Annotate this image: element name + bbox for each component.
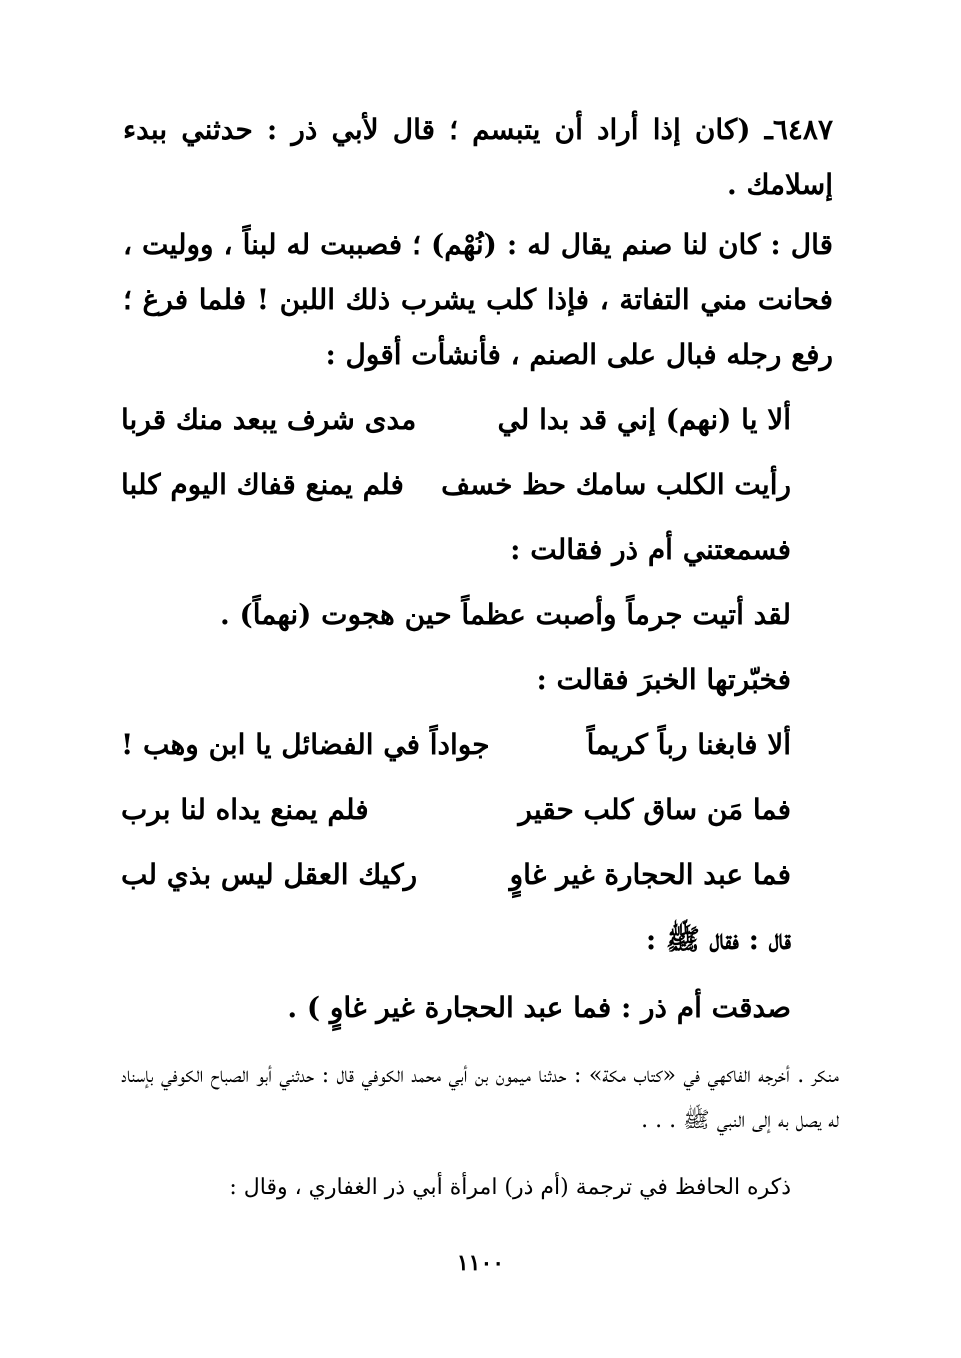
hemistich-first: فما عبد الحجارة غير غاوٍ [509, 858, 791, 891]
hemistich-first: فما مَن ساق كلب حقير [518, 793, 791, 826]
hemistich-second: مدى شرف يبعد منك قربا [121, 403, 417, 436]
hemistich-second: فلم يمنع قفاك اليوم كلبا [121, 468, 404, 501]
hemistich-second: ركيك العقل ليس بذي لب [121, 858, 418, 891]
hemistich-first: ألا فابغنا رباً كريماً [586, 728, 791, 761]
narration-line: قال : فقال ﷺ : [645, 923, 791, 956]
hadith-story: قال : كان لنا صنم يقال له : (نُهْم) ؛ فصببت له لبناً ، ووليت ، فحانت مني التفاتة ، فإذا كلب يشرب ذلك اللبن ! فلما فرغ ؛ رفع رجله فبال على الصنم ، فأنشأت أقول : [123, 228, 833, 371]
hemistich-first: ألا يا (نهم) إني قد بدا لي [497, 403, 791, 436]
hemistich-second: فلم يمنع يداه لنا برب [121, 793, 369, 826]
narration-line: فخبّرتها الخبرَ فقالت : [536, 663, 791, 696]
hemistich-first: رأيت الكلب سامك حظ خسف [441, 468, 791, 501]
poem2-verse-2 [121, 780, 791, 840]
narration-line: لقد أتيت جرماً وأصبت عظماً حين هجوت (نهماً) . [220, 598, 791, 631]
poem1-verse-2 [121, 455, 791, 515]
poem2-verse-1 [121, 715, 791, 775]
page-number: ١١٠٠ [456, 1250, 505, 1276]
narration-line: فسمعتني أم ذر فقالت : [510, 533, 791, 566]
poem2-verse-3 [121, 845, 791, 905]
takhrij-note-continued: ذكره الحافظ في ترجمة (أم ذر) امرأة أبي ذر الغفاري ، وقال : [229, 1175, 791, 1200]
takhrij-note: منكر . أخرجه الفاكهي في «كتاب مكة» : حدثنا ميمون بن أبي محمد الكوفي قال : حدثني أبو الصباح الكوفي بإسناد له يصل به إلى النبي ﷺ . . . [121, 1063, 839, 1133]
hemistich-second: جواداً في الفضائل يا ابن وهب ! [121, 728, 490, 761]
hadith-opening: ٦٤٨٧ـ (كان إذا أراد أن يتبسم ؛ قال لأبي ذر : حدثني ببدء إسلامك . [123, 113, 833, 201]
narration-line: صدقت أم ذر : فما عبد الحجارة غير غاوٍ ) . [287, 991, 791, 1024]
poem1-verse-1 [121, 390, 791, 450]
